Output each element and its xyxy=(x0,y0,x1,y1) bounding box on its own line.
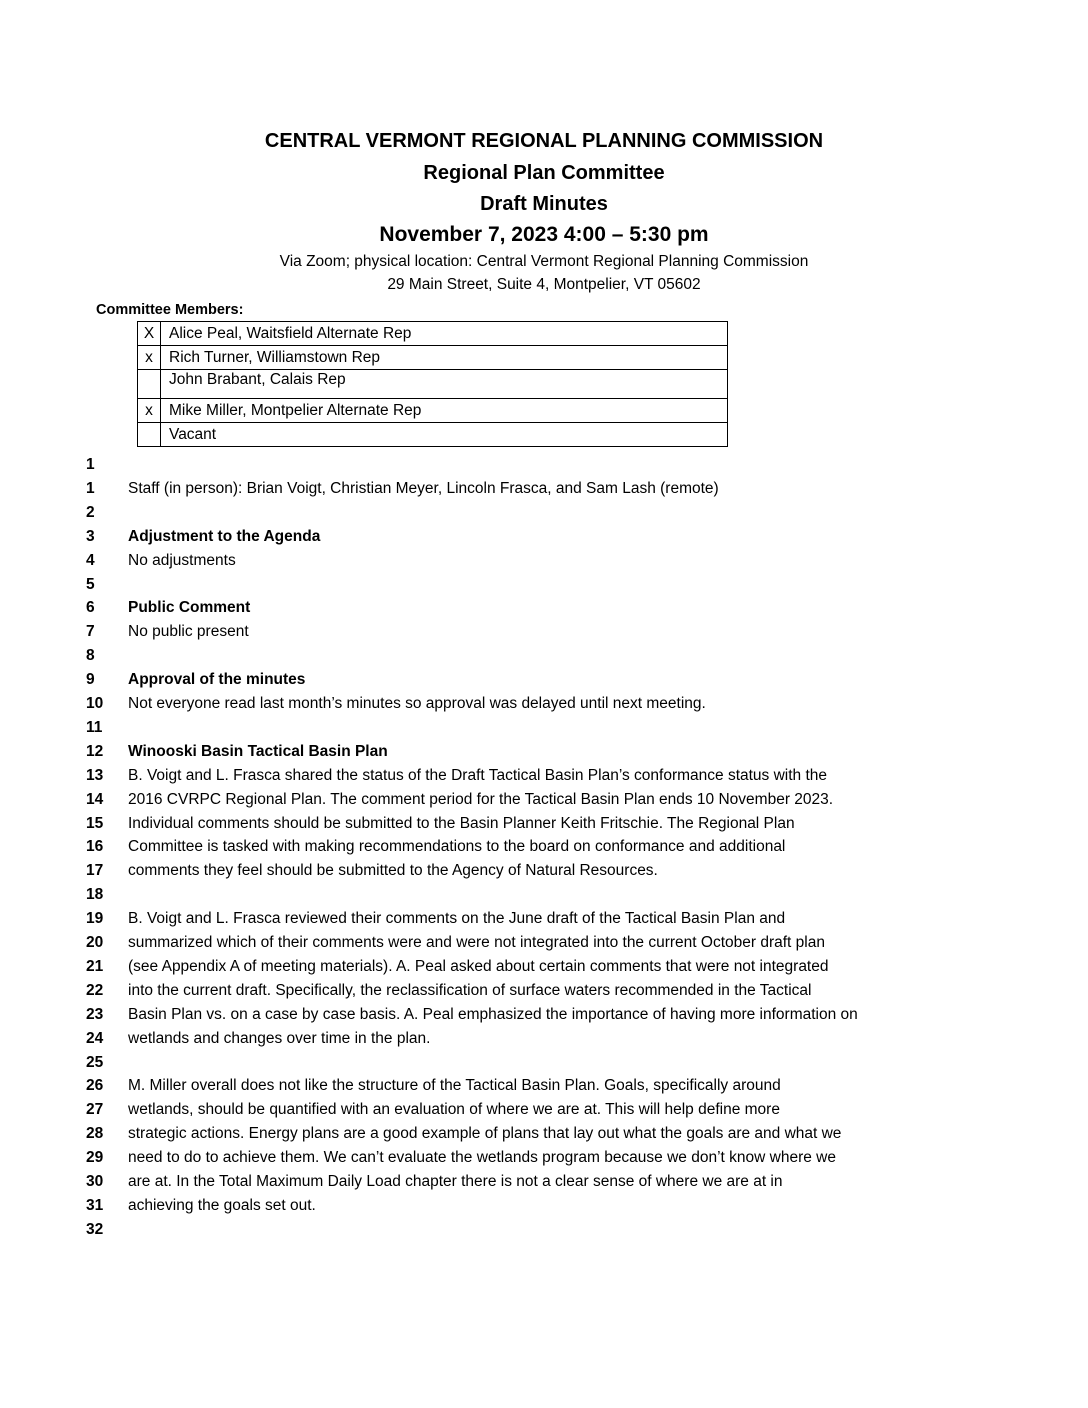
member-row xyxy=(138,322,728,346)
line-number: 4 xyxy=(86,551,95,569)
line-number: 15 xyxy=(86,814,104,832)
line-number: 17 xyxy=(86,862,104,880)
line-number: 2 xyxy=(86,503,95,521)
line-number: 30 xyxy=(86,1173,104,1190)
line-number: 24 xyxy=(86,1029,104,1047)
line-number: 8 xyxy=(86,647,95,665)
minutes-text-line: 2016 CVRPC Regional Plan. The comment period for the Tactical Basin Plan ends 10 November 2023. xyxy=(128,790,834,808)
minutes-text-line: wetlands, should be quantified with an evaluation of where we are at. This will help define more xyxy=(128,1101,780,1119)
line-number: 25 xyxy=(86,1053,104,1071)
member-name: Mike Miller, Montpelier Alternate Rep xyxy=(161,399,728,423)
meeting-location: Via Zoom; physical location: Central Vermont Regional Planning Commission xyxy=(279,253,809,270)
meeting-date-time: November 7, 2023 4:00 – 5:30 pm xyxy=(379,223,709,246)
member-row xyxy=(138,399,728,423)
line-number: 19 xyxy=(86,910,104,928)
line-number: 9 xyxy=(86,671,95,689)
line-number: 28 xyxy=(86,1125,104,1143)
member-row xyxy=(138,423,728,447)
section-heading: Approval of the minutes xyxy=(128,671,306,689)
member-row xyxy=(138,370,728,399)
line-number: 23 xyxy=(86,1005,104,1023)
attendance-mark: x xyxy=(138,399,161,423)
minutes-text-line: Committee is tasked with making recommendations to the board on conformance and additional xyxy=(128,838,786,856)
line-number: 27 xyxy=(86,1101,104,1119)
line-number: 22 xyxy=(86,981,104,999)
minutes-text-line: B. Voigt and L. Frasca shared the status of the Draft Tactical Basin Plan’s conformance status with the xyxy=(128,766,828,784)
minutes-text-line: summarized which of their comments were and were not integrated into the current October draft plan xyxy=(128,934,825,951)
meeting-address: 29 Main Street, Suite 4, Montpelier, VT 05602 xyxy=(387,276,701,293)
minutes-text-line: B. Voigt and L. Frasca reviewed their comments on the June draft of the Tactical Basin Plan and xyxy=(128,910,786,928)
minutes-text-line: achieving the goals set out. xyxy=(128,1196,316,1214)
committee-title: Regional Plan Committee xyxy=(423,162,665,184)
line-number: 32 xyxy=(86,1220,104,1238)
attendance-mark: X xyxy=(138,322,161,346)
line-number: 1 xyxy=(86,479,95,497)
line-number: 11 xyxy=(86,718,103,736)
attendance-mark: x xyxy=(138,346,161,370)
minutes-text-line: comments they feel should be submitted to the Agency of Natural Resources. xyxy=(128,862,658,880)
attendance-mark xyxy=(138,423,161,447)
member-name: John Brabant, Calais Rep xyxy=(161,370,728,399)
minutes-text-line: M. Miller overall does not like the structure of the Tactical Basin Plan. Goals, specifically around xyxy=(128,1077,781,1095)
attendance-mark xyxy=(138,370,161,399)
minutes-text-line: No adjustments xyxy=(128,551,236,569)
line-number: 7 xyxy=(86,623,95,641)
section-heading: Public Comment xyxy=(128,599,251,617)
section-heading: Winooski Basin Tactical Basin Plan xyxy=(128,742,388,760)
member-row xyxy=(138,346,728,370)
line-number: 20 xyxy=(86,934,104,951)
line-number: 21 xyxy=(86,957,104,975)
minutes-text-line: strategic actions. Energy plans are a good example of plans that lay out what the goals are and what we xyxy=(128,1125,842,1143)
line-number: 18 xyxy=(86,886,104,904)
line-number: 16 xyxy=(86,838,104,856)
minutes-text-line: wetlands and changes over time in the plan. xyxy=(128,1029,431,1047)
document-type: Draft Minutes xyxy=(480,193,608,215)
minutes-text-line: (see Appendix A of meeting materials). A. Peal asked about certain comments that were not integrated xyxy=(128,957,829,975)
minutes-text-line: No public present xyxy=(128,623,249,641)
line-number: 5 xyxy=(86,575,95,593)
line-number: 12 xyxy=(86,742,104,760)
line-number: 29 xyxy=(86,1149,104,1167)
minutes-text-line: Staff (in person): Brian Voigt, Christian Meyer, Lincoln Frasca, and Sam Lash (remote) xyxy=(128,479,719,497)
line-number: 6 xyxy=(86,599,95,617)
minutes-text-line: into the current draft. Specifically, the reclassification of surface waters recommended in the Tactical xyxy=(128,981,812,999)
line-number: 26 xyxy=(86,1077,104,1095)
line-number: 3 xyxy=(86,527,95,545)
line-number: 1 xyxy=(86,456,95,473)
member-name: Vacant xyxy=(161,423,728,447)
line-number: 13 xyxy=(86,766,104,784)
line-number: 14 xyxy=(86,790,104,808)
section-heading: Adjustment to the Agenda xyxy=(128,527,321,545)
minutes-text-line: Basin Plan vs. on a case by case basis. A. Peal emphasized the importance of having more information on xyxy=(128,1005,858,1023)
minutes-text-line: Not everyone read last month’s minutes so approval was delayed until next meeting. xyxy=(128,695,706,712)
minutes-text-line: Individual comments should be submitted to the Basin Planner Keith Fritschie. The Regional Plan xyxy=(128,814,795,832)
line-number: 31 xyxy=(86,1196,104,1214)
line-number: 10 xyxy=(86,695,104,712)
member-name: Rich Turner, Williamstown Rep xyxy=(161,346,728,370)
minutes-text-line: need to do to achieve them. We can’t evaluate the wetlands program because we don’t know where we xyxy=(128,1149,836,1167)
member-name: Alice Peal, Waitsfield Alternate Rep xyxy=(161,322,728,346)
minutes-text-line: are at. In the Total Maximum Daily Load chapter there is not a clear sense of where we are at in xyxy=(128,1173,783,1190)
org-title: CENTRAL VERMONT REGIONAL PLANNING COMMISSION xyxy=(264,130,824,152)
committee-members-table xyxy=(137,321,728,447)
committee-members-label: Committee Members: xyxy=(96,302,244,318)
